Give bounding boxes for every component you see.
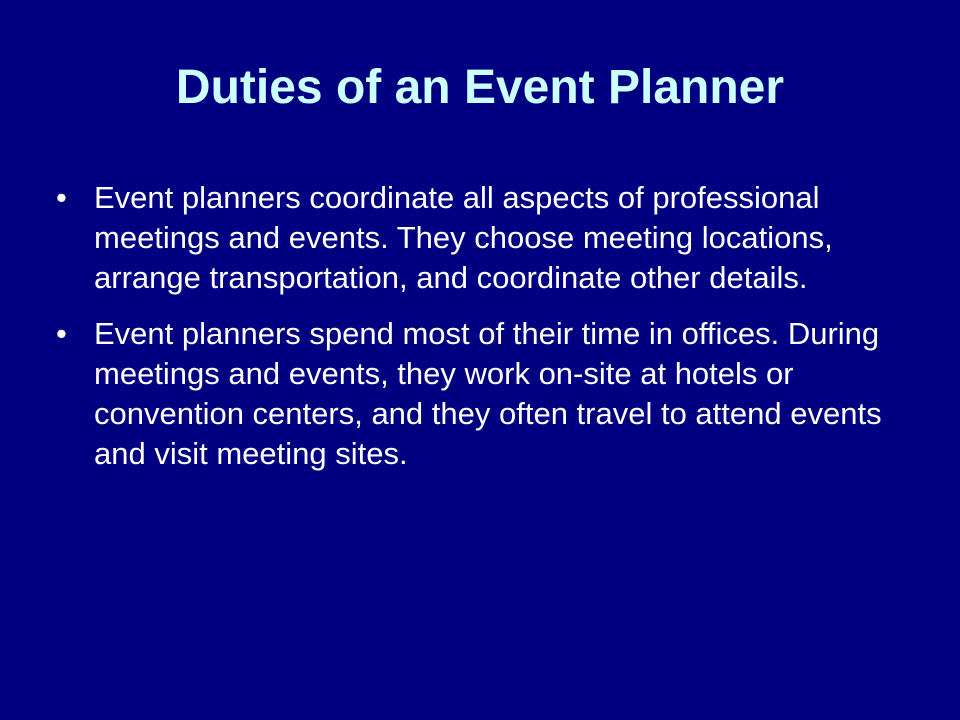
bullet-list [56, 178, 916, 490]
bullet-point-icon: • [56, 180, 67, 215]
bullet-item-coordination [56, 178, 916, 298]
bullet-item-work-environment [56, 314, 916, 474]
bullet-text-coordination: Event planners coordinate all aspects of professional meetings and events. They choose meeting locations, arrange transportation, and coordinate other details. [94, 180, 833, 295]
slide-title: Duties of an Event Planner [175, 61, 785, 114]
bullet-text-work-environment: Event planners spend most of their time in offices. During meetings and events, they work on-site at hotels or convention centers, and they often travel to attend events and visit meeting sites. [94, 316, 882, 471]
bullet-point-icon: • [56, 316, 67, 351]
